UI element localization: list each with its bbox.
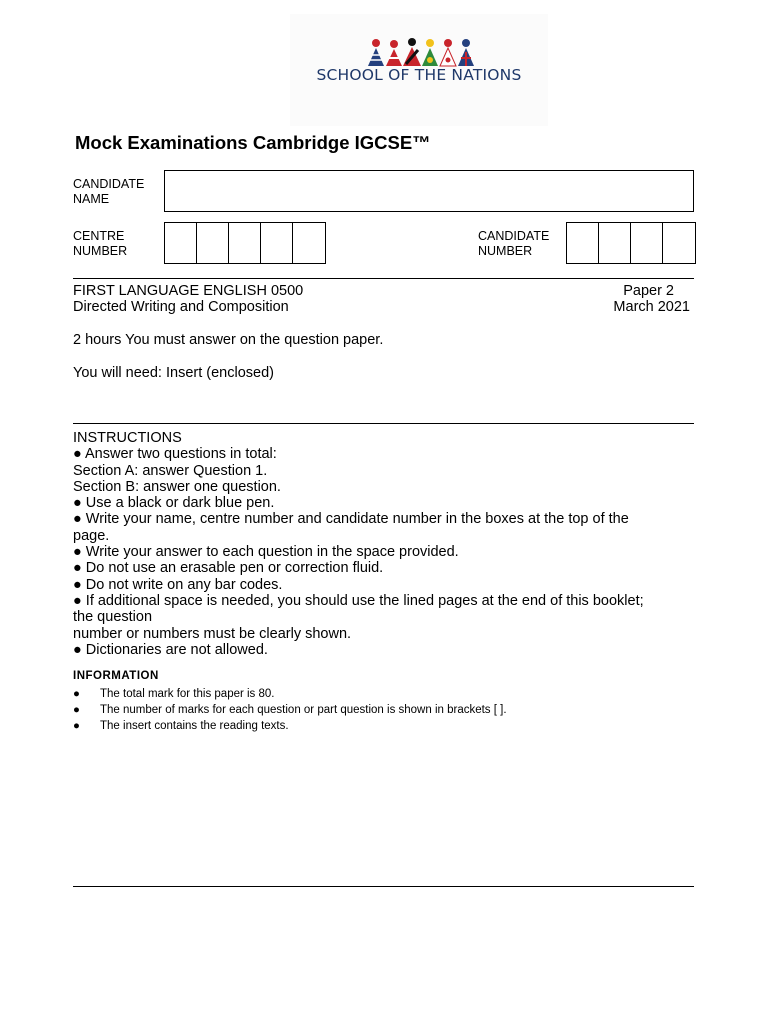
instructions-heading: INSTRUCTIONS: [73, 430, 182, 446]
divider-middle: [73, 423, 694, 424]
materials-needed: You will need: Insert (enclosed): [73, 365, 274, 381]
instruction-line: ● Use a black or dark blue pen.: [73, 495, 275, 512]
candidate-name-label: CANDIDATE NAME: [73, 177, 145, 206]
information-item: ● The insert contains the reading texts.: [73, 720, 289, 732]
centre-digit-box[interactable]: [293, 223, 325, 263]
information-item: ● The number of marks for each question or part question is shown in brackets [ ].: [73, 704, 507, 716]
centre-digit-box[interactable]: [197, 223, 229, 263]
candidate-digit-box[interactable]: [567, 223, 599, 263]
centre-number-label: CENTRE NUMBER: [73, 229, 128, 258]
candidate-digit-box[interactable]: [631, 223, 663, 263]
candidate-number-field[interactable]: [566, 222, 696, 264]
candidate-digit-box[interactable]: [599, 223, 631, 263]
centre-number-field[interactable]: [164, 222, 326, 264]
centre-digit-box[interactable]: [261, 223, 293, 263]
candidate-number-label: CANDIDATE NUMBER: [478, 229, 550, 258]
instruction-line: ● Dictionaries are not allowed.: [73, 641, 268, 658]
instruction-line: Section A: answer Question 1.: [73, 462, 268, 479]
instruction-line: ● Answer two questions in total:: [73, 446, 277, 463]
bullet-icon: ●: [73, 688, 80, 700]
instructions-section: [73, 430, 698, 658]
instruction-line: the question: [73, 609, 153, 626]
instruction-line: number or numbers must be clearly shown.: [73, 625, 352, 642]
school-name: SCHOOL OF THE NATIONS: [316, 66, 522, 84]
subject-code: FIRST LANGUAGE ENGLISH 0500: [73, 283, 304, 299]
instruction-line: ● Write your name, centre number and candidate number in the boxes at the top of the: [73, 511, 629, 528]
instruction-line: Section B: answer one question.: [73, 478, 281, 495]
exam-title: Mock Examinations Cambridge IGCSE™: [75, 132, 431, 153]
component-name: Directed Writing and Composition: [73, 299, 289, 315]
instruction-line: ● Do not write on any bar codes.: [73, 576, 283, 593]
instruction-line: ● Write your answer to each question in the space provided.: [73, 544, 459, 561]
candidate-digit-box[interactable]: [663, 223, 695, 263]
divider-top: [73, 278, 694, 279]
instruction-line: ● Do not use an erasable pen or correction fluid.: [73, 560, 384, 577]
divider-bottom: [73, 886, 694, 887]
bullet-icon: ●: [73, 720, 80, 732]
centre-digit-box[interactable]: [165, 223, 197, 263]
instruction-line: ● If additional space is needed, you should use the lined pages at the end of this booklet;: [73, 592, 644, 609]
instruction-line: page.: [73, 527, 110, 544]
candidate-name-field[interactable]: [164, 170, 694, 212]
bullet-icon: ●: [73, 704, 80, 716]
exam-date: March 2021: [613, 299, 690, 315]
duration-text: 2 hours You must answer on the question paper.: [73, 332, 384, 348]
information-list: [73, 686, 507, 734]
flags-figures-icon: [366, 38, 476, 68]
information-heading: INFORMATION: [73, 670, 159, 682]
information-item: ● The total mark for this paper is 80.: [73, 688, 275, 700]
centre-digit-box[interactable]: [229, 223, 261, 263]
school-logo: [290, 14, 548, 126]
paper-number: Paper 2: [623, 283, 674, 299]
